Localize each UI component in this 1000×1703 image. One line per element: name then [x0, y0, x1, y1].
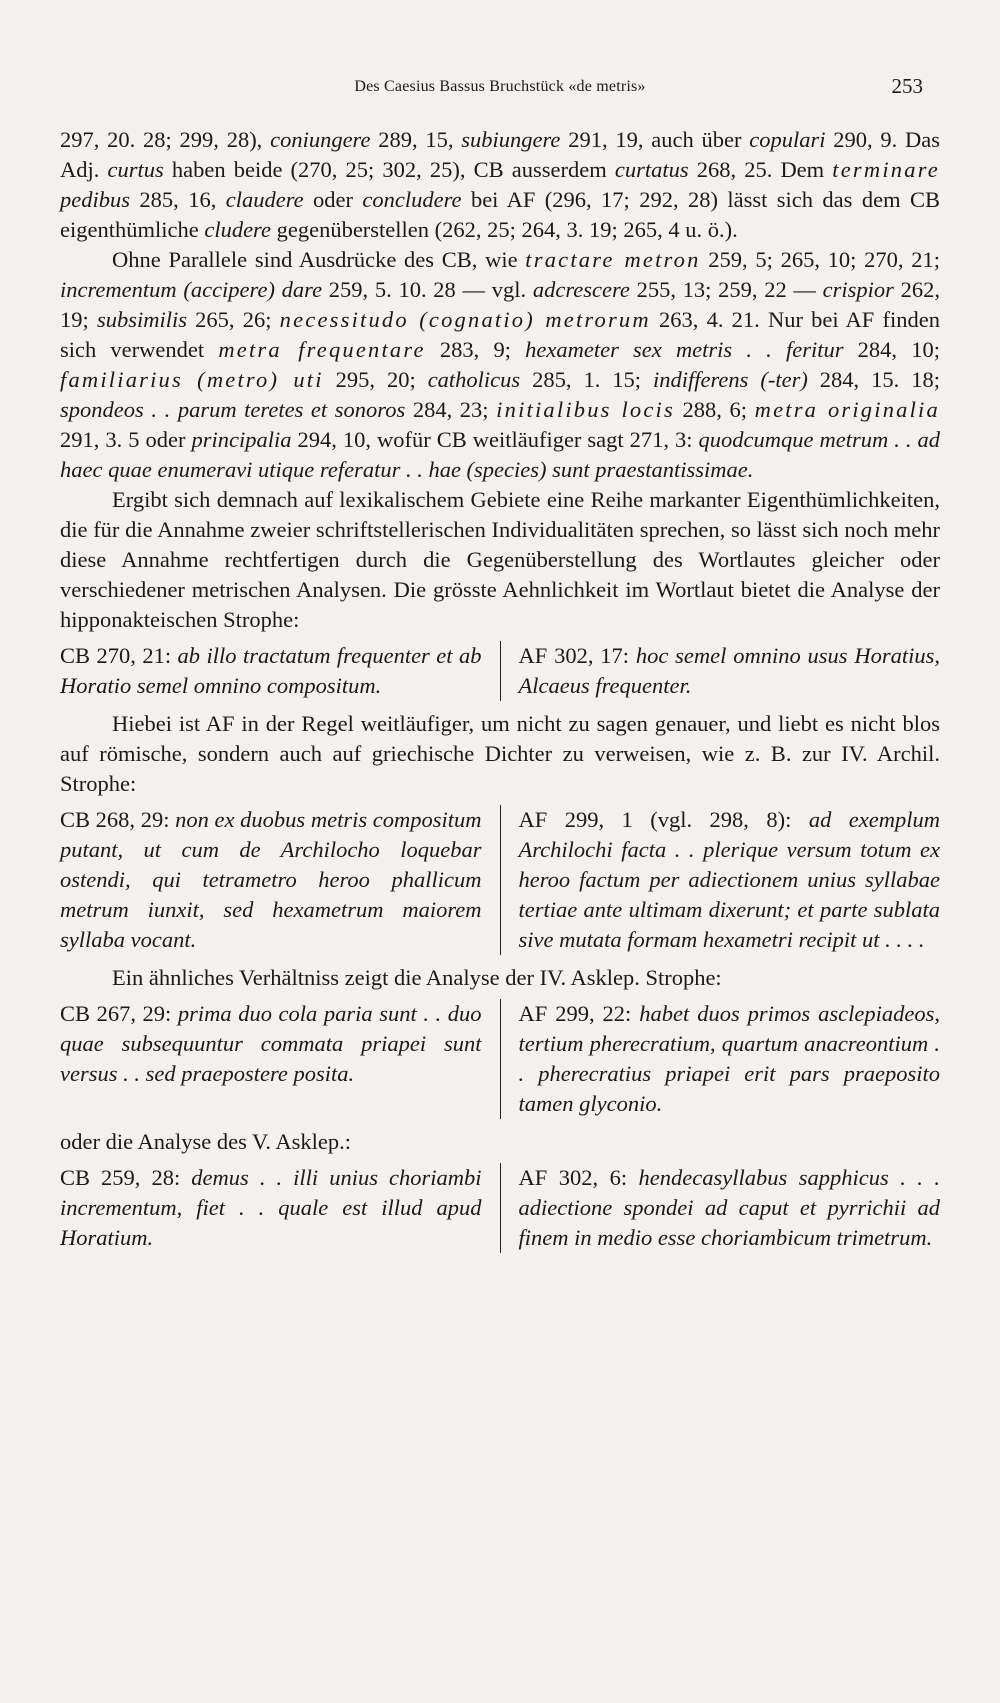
comparison-right-af: AF 299, 22: habet duos primos asclepiadeos, tertium pherecratium, quartum anacreontium . . pherecratius priapei erit pars praeposito tamen glyconio. — [500, 999, 941, 1119]
comparison-archilochian — [60, 805, 940, 955]
paragraph-without-parallels: Ohne Parallele sind Ausdrücke des CB, wie tractare metron 259, 5; 265, 10; 270, 21; incrementum (accipere) dare 259, 5. 10. 28 — vgl. adcrescere 255, 13; 259, 22 — crispior 262, 19; subsimilis 265, 26; necessitudo (cognatio) metrorum 263, 4. 21. Nur bei AF finden sich verwendet metra frequentare 283, 9; hexameter sex metris . . feritur 284, 10; familiarius (metro) uti 295, 20; catholicus 285, 1. 15; indifferens (-ter) 284, 15. 18; spondeos . . parum teretes et sonoros 284, 23; initialibus locis 288, 6; metra originalia 291, 3. 5 oder principalia 294, 10, wofür CB weitläufiger sagt 271, 3: quodcumque metrum . . ad haec quae enumeravi utique referatur . . hae (species) sunt praestantissimae. — [60, 247, 941, 482]
comparison-hipponactean — [60, 641, 940, 701]
comparison-left-cb: CB 268, 29: non ex duobus metris compositum putant, ut cum de Archilocho loquebar ostendi, qui tetrametro heroo phallicum metrum iunxit, sed hexametrum maiorem syllaba vocant. — [60, 807, 482, 952]
comparison-right-af: AF 302, 17: hoc semel omnino usus Horatius, Alcaeus frequenter. — [500, 641, 941, 701]
paragraph-lexical-summary: Ergibt sich demnach auf lexikalischem Gebiete eine Reihe markanter Eigenthümlichkeiten, die für die Annahme zweier schriftstellerischen Individualitäten sprechen, so lässt sich noch mehr diese Annahme rechtfertigen durch die Gegenüberstellung des Wortlautes gleicher oder verschiedener metrischen Analysen. Die grösste Aehnlichkeit im Wortlaut bietet die Analyse der hipponakteischen Strophe: — [60, 487, 940, 632]
comparison-left-cb: CB 270, 21: ab illo tractatum frequenter et ab Horatio semel omnino compositum. — [60, 643, 482, 698]
comparison-right-af: AF 299, 1 (vgl. 298, 8): ad exemplum Archilochi facta . . plerique versum totum ex heroo factum per adiectionem unius syllabae tertiae ante ultimam dixerunt; et parte sublata sive mutata formam hexametri recipit ut . . . . — [500, 805, 941, 955]
comparison-left-cb: CB 259, 28: demus . . illi unius choriambi incrementum, fiet . . quale est illud apud Horatium. — [60, 1165, 482, 1250]
comparison-asklepiadean-v — [60, 1163, 940, 1253]
running-title: Des Caesius Bassus Bruchstück «de metris» — [354, 78, 646, 95]
paragraph-asklep-v: oder die Analyse des V. Asklep.: — [60, 1129, 352, 1154]
paragraph-asklep-iv: Ein ähnliches Verhältniss zeigt die Analyse der IV. Asklep. Strophe: — [112, 965, 722, 990]
page-header — [0, 74, 1000, 104]
paragraph-vocabulary-parallels: 297, 20. 28; 299, 28), coniungere 289, 15, subiungere 291, 19, auch über copulari 290, 9. Das Adj. curtus haben beide (270, 25; 302, 25), CB ausserdem curtatus 268, 25. Dem terminare pedibus 285, 16, claudere oder concludere bei AF (296, 17; 292, 28) lässt sich das dem CB eigenthümliche cludere gegenüberstellen (262, 25; 264, 3. 19; 265, 4 u. ö.). — [60, 127, 940, 242]
comparison-right-af: AF 302, 6: hendecasyllabus sapphicus . . . adiectione spondei ad caput et pyrrichii ad finem in medio esse choriambicum trimetrum. — [500, 1163, 941, 1253]
comparison-left-cb: CB 267, 29: prima duo cola paria sunt . . duo quae subsequuntur commata priapei sunt versus . . sed praepostere posita. — [60, 1001, 482, 1086]
comparison-asklepiadean-iv — [60, 999, 940, 1119]
paragraph-af-verbose: Hiebei ist AF in der Regel weitläufiger, um nicht zu sagen genauer, und liebt es nicht blos auf römische, sondern auch auf griechische Dichter zu verweisen, wie z. B. zur IV. Archil. Strophe: — [60, 711, 940, 796]
body-text — [60, 125, 940, 1261]
page-number: 253 — [891, 74, 923, 98]
